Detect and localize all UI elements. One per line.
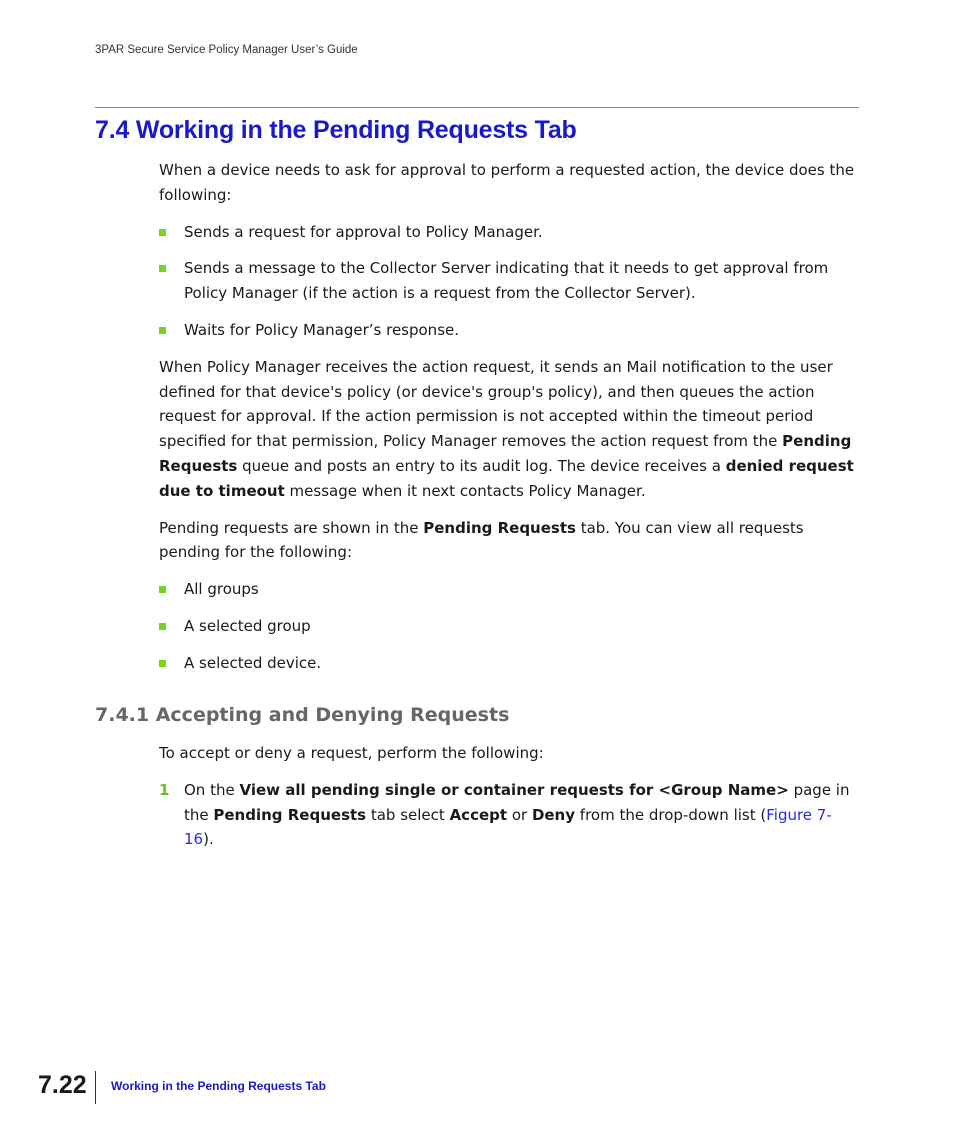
figure-link[interactable]: Figure 7-16	[184, 805, 832, 849]
list-item: A selected device.	[159, 651, 859, 676]
running-header: 3PAR Secure Service Policy Manager User’s Guide	[95, 44, 358, 56]
list-item: Sends a request for approval to Policy Manager.	[159, 220, 859, 245]
bullet-icon	[159, 327, 166, 334]
bullet-icon	[159, 265, 166, 272]
body-paragraph: Pending requests are shown in the Pending Requests tab. You can view all requests pending for the following:	[159, 518, 804, 562]
bullet-icon	[159, 660, 166, 667]
step-number: 1	[159, 780, 170, 799]
list-item: Sends a message to the Collector Server indicating that it needs to get approval from Policy Manager (if the action is a request from the Collector Server).	[159, 256, 859, 306]
footer-title: Working in the Pending Requests Tab	[111, 1079, 326, 1093]
page-number: 7.22	[38, 1071, 87, 1099]
list-item: A selected group	[159, 614, 859, 639]
header-rule	[95, 107, 859, 108]
bullet-icon	[159, 623, 166, 630]
section-title: 7.4 Working in the Pending Requests Tab	[95, 116, 577, 144]
subsection-body	[159, 741, 859, 852]
step-item: 1 On the View all pending single or container requests for <Group Name> page in the Pending Requests tab select Accept or Deny from the drop-down list (Figure 7-16).	[159, 778, 859, 852]
bullet-icon	[159, 586, 166, 593]
list-item: All groups	[159, 577, 859, 602]
footer-divider	[95, 1071, 96, 1104]
section-body	[159, 158, 859, 676]
bullet-icon	[159, 229, 166, 236]
subsection-title: 7.4.1 Accepting and Denying Requests	[95, 704, 510, 726]
list-item: Waits for Policy Manager’s response.	[159, 318, 859, 343]
intro-paragraph: When a device needs to ask for approval to perform a requested action, the device does the following:	[159, 161, 855, 204]
intro-paragraph: To accept or deny a request, perform the following:	[159, 744, 544, 762]
body-paragraph: When Policy Manager receives the action request, it sends an Mail notification to the user defined for that device's policy (or device's group's policy), and then queues the action request for approval. If the action permission is not accepted within the timeout period specified for that permission, Policy Manager removes the action request from the Pending Requests queue and posts an entry to its audit log. The device receives a denied request due to timeout message when it next contacts Policy Manager.	[159, 357, 854, 500]
